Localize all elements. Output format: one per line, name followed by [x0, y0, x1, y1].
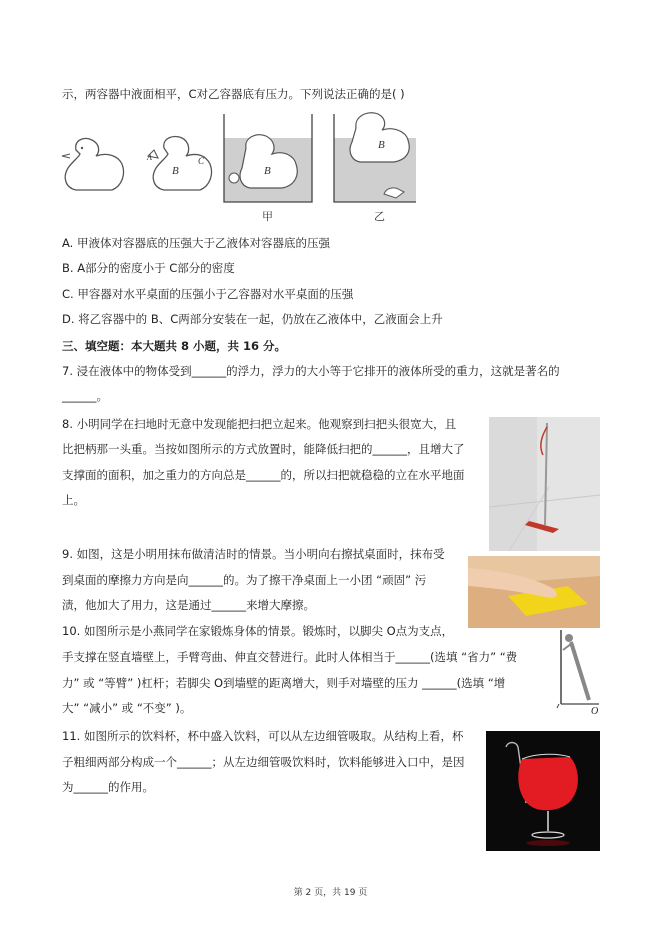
pushup-figure [555, 630, 603, 716]
section-heading: 三、填空题：本大题共 8 小题，共 16 分。 [62, 339, 287, 353]
q8-line2: 比把柄那一头重。当按如图所示的方式放置时，能降低扫把的______，且增大了 [62, 442, 465, 456]
q11-line1: 11. 如图所示的饮料杯，杯中盛入饮料，可以从左边细管吸取。从结构上看，杯 [62, 729, 464, 743]
broom-photo [489, 417, 600, 551]
q8-line3: 支撑面的面积，加之重力的方向总是______的，所以扫把就稳稳的立在水平地面 [62, 468, 465, 482]
q10-line2: 手支撑在竖直墙壁上，手臂弯曲、伸直交替进行。此时人体相当于______(选填 “省力” “费 [62, 650, 518, 664]
q10-line1: 10. 如图所示是小燕同学在家锻炼身体的情景。锻炼时，以脚尖 O点为支点， [62, 624, 454, 638]
q11-line2: 子粗细两部分构成一个______；从左边细管吸饮料时，饮料能够进入口中，是因 [62, 755, 465, 769]
cloth-photo [468, 556, 600, 628]
q6-option-c: C. 甲容器对水平桌面的压强小于乙容器对水平桌面的压强 [62, 287, 354, 301]
q7-line1: 7. 浸在液体中的物体受到______的浮力，浮力的大小等于它排开的液体所受的重力，这就是著名的 [62, 364, 560, 378]
q8-line1: 8. 小明同学在扫地时无意中发现能把扫把立起来。他观察到扫把头很宽大，且 [62, 417, 457, 431]
label-O: O [591, 706, 599, 716]
label-A: A [147, 153, 152, 162]
q8-line4: 上。 [62, 493, 85, 507]
glass-photo [486, 731, 600, 851]
label-jia: 甲 [262, 210, 273, 223]
label-B2: B [264, 165, 271, 177]
label-C: C [198, 156, 205, 166]
q11-line3: 为______的作用。 [62, 780, 154, 794]
page-footer: 第 2 页，共 19 页 [293, 888, 368, 898]
q6-option-a: A. 甲液体对容器底的压强大于乙液体对容器底的压强 [62, 236, 330, 250]
label-yi: 乙 [374, 210, 385, 223]
label-B3: B [378, 139, 385, 151]
duck-whole [65, 138, 123, 190]
q6-duck-figure [56, 108, 416, 228]
label-B1: B [172, 165, 179, 177]
q10-line3: 力” 或 “等臂” )杠杆；若脚尖 O到墙壁的距离增大，则手对墙壁的压力 ______(选填 “增 [62, 676, 506, 690]
q9-line1: 9. 如图，这是小明用抹布做清洁时的情景。当小明向右擦拭桌面时，抹布受 [62, 547, 445, 561]
q10-line4: 大” “减小” 或 “不变” )。 [62, 701, 192, 715]
q9-line2: 到桌面的摩擦力方向是向______的。为了擦干净桌面上一小团 “顽固” 污 [62, 573, 427, 587]
q7-line2: ______。 [62, 389, 108, 403]
q9-line3: 渍，他加大了用力，这是通过______来增大摩擦。 [62, 598, 315, 612]
q6-stem-tail: 示，两容器中液面相平，C对乙容器底有压力。下列说法正确的是( ) [62, 87, 405, 101]
q6-option-d: D. 将乙容器中的 B、C两部分安装在一起，仍放在乙液体中，乙液面会上升 [62, 312, 443, 326]
q6-option-b: B. A部分的密度小于 C部分的密度 [62, 261, 235, 275]
